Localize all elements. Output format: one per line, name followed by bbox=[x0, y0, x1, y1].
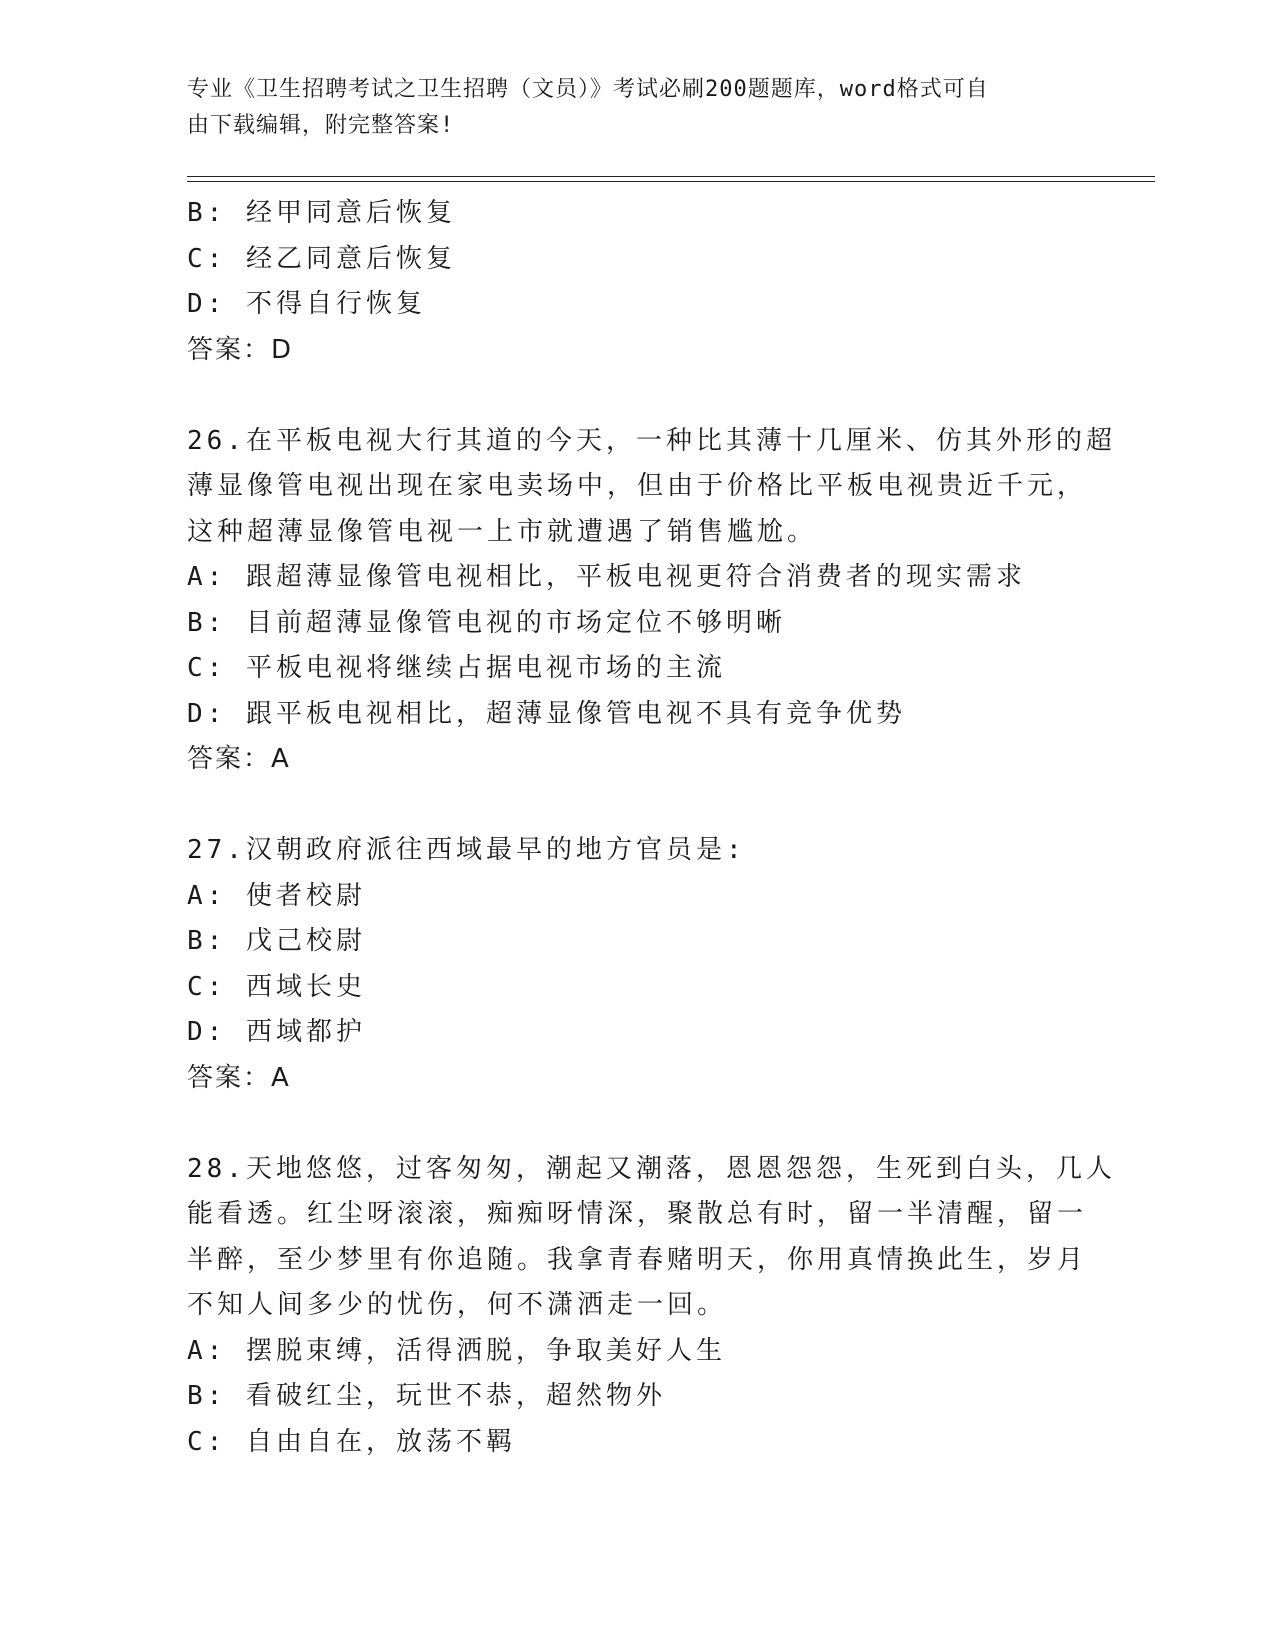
answer: 答案：A bbox=[187, 1062, 291, 1093]
question-25 bbox=[187, 191, 1087, 373]
question-stem-line: 27.汉朝政府派往西域最早的地方官员是: bbox=[187, 835, 746, 865]
question-stem-line: 28.天地悠悠，过客匆匆，潮起又潮落，恩恩怨怨，生死到白头，几人 bbox=[187, 1153, 1116, 1184]
header-line-2: 由下载编辑，附完整答案! bbox=[187, 113, 455, 138]
document-body bbox=[187, 191, 1116, 1465]
question-28 bbox=[187, 1147, 1116, 1466]
option-b: B: 戊己校尉 bbox=[187, 926, 366, 956]
option-b: B: 看破红尘，玩世不恭，超然物外 bbox=[187, 1381, 666, 1411]
question-stem-line: 不知人间多少的忧伤，何不潇洒走一回。 bbox=[187, 1290, 728, 1320]
question-26 bbox=[187, 419, 1116, 783]
question-stem-line: 能看透。红尘呀滚滚，痴痴呀情深，聚散总有时，留一半清醒，留一 bbox=[187, 1199, 1088, 1229]
option-c: C: 自由自在，放荡不羁 bbox=[187, 1426, 516, 1457]
answer: 答案：D bbox=[187, 334, 294, 365]
question-stem-line: 26.在平板电视大行其道的今天，一种比其薄十几厘米、仿其外形的超 bbox=[187, 425, 1116, 456]
option-c: C: 西域长史 bbox=[187, 971, 366, 1002]
question-stem-line: 半醉，至少梦里有你追随。我拿青春赌明天，你用真情换此生，岁月 bbox=[187, 1244, 1088, 1275]
option-d: D: 跟平板电视相比，超薄显像管电视不具有竞争优势 bbox=[187, 698, 906, 729]
document-header bbox=[187, 72, 1087, 144]
header-divider-bottom bbox=[187, 181, 1155, 182]
question-27 bbox=[187, 828, 1087, 1101]
spacer bbox=[187, 783, 1087, 829]
option-b: B: 目前超薄显像管电视的市场定位不够明晰 bbox=[187, 607, 786, 638]
option-d: D: 不得自行恢复 bbox=[187, 289, 426, 319]
answer: 答案：A bbox=[187, 744, 291, 774]
option-a: A: 使者校尉 bbox=[187, 880, 366, 911]
question-stem-line: 薄显像管电视出现在家电卖场中，但由于价格比平板电视贵近千元， bbox=[187, 471, 1088, 501]
option-a: A: 摆脱束缚，活得洒脱，争取美好人生 bbox=[187, 1335, 726, 1366]
header-divider-top bbox=[187, 176, 1155, 177]
option-c: C: 平板电视将继续占据电视市场的主流 bbox=[187, 653, 726, 683]
option-d: D: 西域都护 bbox=[187, 1017, 366, 1047]
question-stem-line: 这种超薄显像管电视一上市就遭遇了销售尴尬。 bbox=[187, 516, 818, 547]
header-line-1: 专业《卫生招聘考试之卫生招聘（文员）》考试必刷200题题库，word格式可自 bbox=[187, 77, 989, 102]
option-b: B: 经甲同意后恢复 bbox=[187, 198, 456, 228]
option-a: A: 跟超薄显像管电视相比，平板电视更符合消费者的现实需求 bbox=[187, 562, 1026, 592]
option-c: C: 经乙同意后恢复 bbox=[187, 243, 456, 274]
spacer bbox=[187, 1101, 1087, 1147]
spacer bbox=[187, 373, 1087, 419]
